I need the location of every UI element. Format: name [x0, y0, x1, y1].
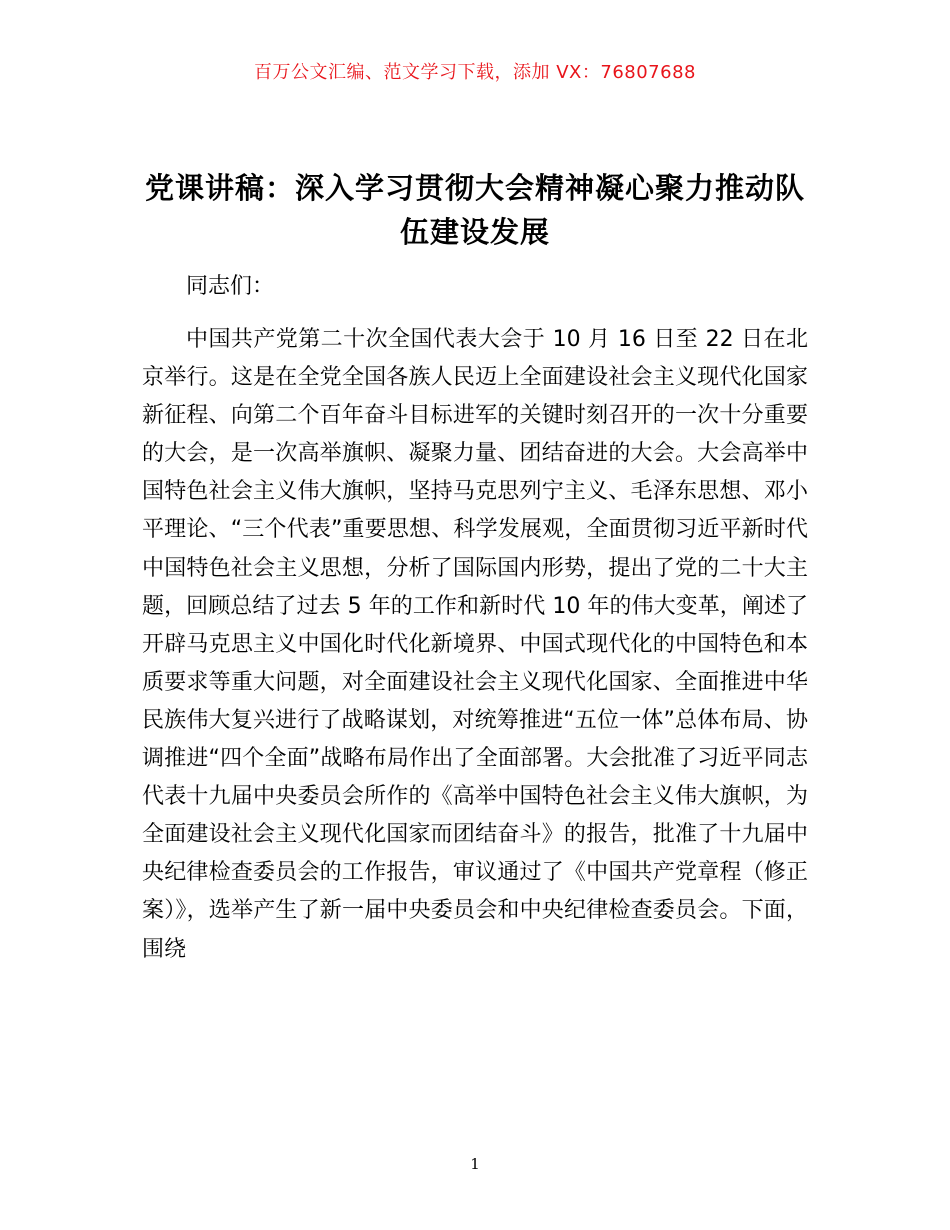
body-paragraph: 中国共产党第二十次全国代表大会于 10 月 16 日至 22 日在北京举行。这是在全党全国各族人民迈上全面建设社会主义现代化国家新征程、向第二个百年奋斗目标进军的关键时刻召开的一次十分重要的大会，是一次高举旗帜、凝聚力量、团结奋进的大会。大会高举中国特色社会主义伟大旗帜，坚持马克思列宁主义、毛泽东思想、邓小平理论、“三个代表”重要思想、科学发展观，全面贯彻习近平新时代中国特色社会主义思想，分析了国际国内形势，提出了党的二十大主题，回顾总结了过去 5 年的工作和新时代 10 年的伟大变革，阐述了开辟马克思主义中国化时代化新境界、中国式现代化的中国特色和本质要求等重大问题，对全面建设社会主义现代化国家、全面推进中华民族伟大复兴进行了战略谋划，对统筹推进“五位一体”总体布局、协调推进“四个全面”战略布局作出了全面部署。大会批准了习近平同志代表十九届中央委员会所作的《高举中国特色社会主义伟大旗帜，为全面建设社会主义现代化国家而团结奋斗》的报告，批准了十九届中央纪律检查委员会的工作报告，审议通过了《中国共产党章程（修正案）》，选举产生了新一届中央委员会和中央纪律检查委员会。下面，围绕 [142, 327, 808, 962]
watermark-header-note: 百万公文汇编、范文学习下载，添加 VX：76807688 [254, 62, 696, 83]
salutation: 同志们： [186, 274, 275, 299]
page-number: 1 [470, 1155, 480, 1173]
document-title: 党课讲稿：深入学习贯彻大会精神凝心聚力推动队伍建设发展 [144, 171, 805, 249]
